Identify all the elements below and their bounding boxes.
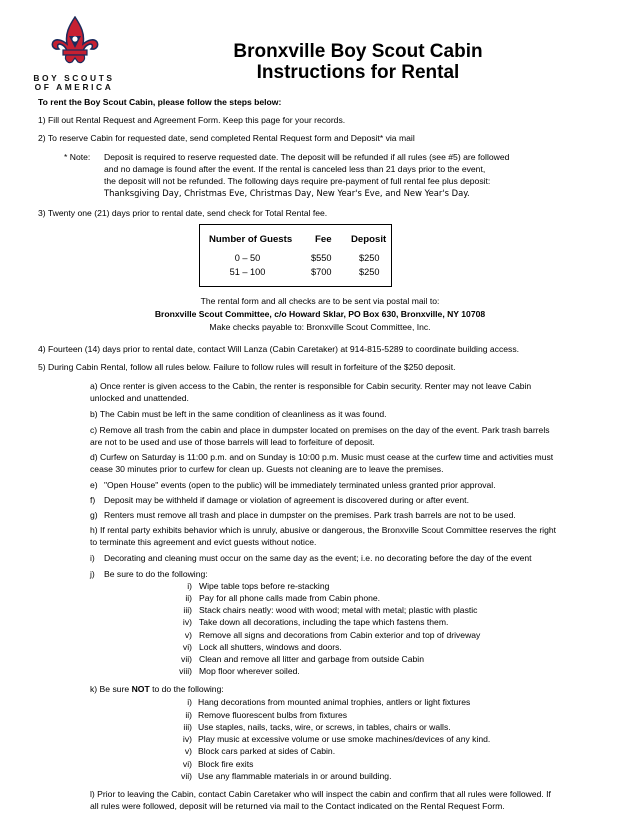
list-item: Mop floor wherever soiled.	[199, 666, 300, 676]
rule-a-line-1: a) Once renter is given access to the Cabin, the renter is responsible for Cabin security. Renter may not leave Cabin	[90, 381, 532, 391]
list-item: Lock all shutters, windows and doors.	[199, 642, 342, 652]
rule-j: Be sure to do the following:	[104, 569, 208, 579]
fee-row-1-deposit: $250	[359, 253, 380, 263]
rule-e: "Open House" events (open to the public) will be immediately terminated unless granted prior approval.	[104, 480, 496, 490]
rule-j-label: j)	[90, 569, 95, 579]
list-item-number: ii)	[185, 710, 192, 720]
fee-table	[199, 224, 392, 287]
rule-l-line-2: all rules were followed, deposit will be returned via mail to the Contact indicated on the Rental Request Form.	[90, 801, 505, 811]
list-item-number: viii)	[179, 666, 192, 676]
rule-i: Decorating and cleaning must occur on the same day as the event; i.e. no decorating before the day of the event	[104, 553, 532, 563]
note-line-4: Thanksgiving Day, Christmas Eve, Christmas Day, New Year's Eve, and New Year's Day.	[104, 188, 470, 198]
list-item: Remove fluorescent bulbs from fixtures	[198, 710, 348, 720]
list-item: Pay for all phone calls made from Cabin phone.	[199, 593, 381, 603]
rule-h-line-2: to terminate this agreement and evict guests without notice.	[90, 537, 317, 547]
mail-address: Bronxville Scout Committee, c/o Howard Sklar, PO Box 630, Bronxville, NY 10708	[154, 309, 486, 319]
rule-c-line-2: are not to be used and use of those barrels will lead to forfeiture of deposit.	[90, 437, 375, 447]
list-item-number: vi)	[182, 759, 192, 769]
intro-heading: To rent the Boy Scout Cabin, please follow the steps below:	[38, 97, 282, 107]
fee-row-2-guests: 51 – 100	[229, 267, 266, 277]
page-title: Bronxville Boy Scout Cabin	[233, 41, 483, 62]
list-item: Stack chairs neatly: wood with wood; metal with metal; plastic with plastic	[199, 605, 478, 615]
list-item-number: i)	[187, 581, 192, 591]
rule-k-post: to do the following:	[149, 684, 224, 694]
logo-line-2: OF AMERICA	[34, 82, 114, 92]
logo-line-1: BOY SCOUTS	[33, 73, 115, 83]
fee-header-fee: Fee	[315, 234, 332, 245]
step-4: 4) Fourteen (14) days prior to rental date, contact Will Lanza (Cabin Caretaker) at 914-815-5289 to coordinate building access.	[38, 344, 520, 354]
list-item-number: iv)	[182, 617, 192, 627]
list-item-number: vii)	[181, 654, 192, 664]
bsa-logo	[18, 16, 130, 96]
step-3: 3) Twenty one (21) days prior to rental date, send check for Total Rental fee.	[38, 208, 328, 218]
note-line-3: the deposit will not be refunded. The following days require pre-payment of full rental fee plus deposit:	[104, 176, 491, 186]
mail-payable: Make checks payable to: Bronxville Scout Committee, Inc.	[209, 322, 431, 332]
rule-l-line-1: l) Prior to leaving the Cabin, contact Cabin Caretaker who will inspect the cabin and confirm that all rules were followed. If	[90, 789, 551, 799]
list-item-number: vi)	[182, 642, 192, 652]
list-item: Block fire exits	[198, 759, 254, 769]
list-item: Wipe table tops before re-stacking	[199, 581, 330, 591]
step-2: 2) To reserve Cabin for requested date, send completed Rental Request form and Deposit* via mail	[38, 133, 415, 143]
rule-c-line-1: c) Remove all trash from the cabin and place in dumpster located on premises on the day of the event. Park trash barrels	[90, 425, 550, 435]
note-label: * Note:	[64, 152, 91, 162]
rule-k-not: NOT	[131, 684, 150, 694]
rule-b: b) The Cabin must be left in the same condition of cleanliness as it was found.	[90, 409, 387, 419]
rule-i-label: i)	[90, 553, 95, 563]
rule-g: Renters must remove all trash and place in dumpster on the premises. Park trash barrels are not to be used.	[104, 510, 516, 520]
fleur-de-lis-icon	[50, 16, 100, 68]
list-item: Block cars parked at sides of Cabin.	[198, 746, 336, 756]
list-item: Use staples, nails, tacks, wire, or screws, in tables, chairs or walls.	[198, 722, 451, 732]
rule-f-label: f)	[90, 495, 96, 505]
step-1: 1) Fill out Rental Request and Agreement Form. Keep this page for your records.	[38, 115, 346, 125]
fee-row-2-fee: $700	[311, 267, 332, 277]
fee-header-deposit: Deposit	[351, 234, 387, 245]
list-item-number: v)	[184, 746, 192, 756]
list-item-number: ii)	[185, 593, 192, 603]
rule-d-line-2: cease 30 minutes prior to curfew for clean up. Guests not cleaning are to leave the premises.	[90, 464, 444, 474]
list-item-number: i)	[187, 697, 192, 707]
rule-f: Deposit may be withheld if damage or violation of agreement is discovered during or after event.	[104, 495, 469, 505]
list-item-number: vii)	[181, 771, 192, 781]
step-5: 5) During Cabin Rental, follow all rules below. Failure to follow rules will result in forfeiture of the $250 deposit.	[38, 362, 456, 372]
rule-k-pre: k) Be sure	[90, 684, 132, 694]
list-item: Use any flammable materials in or around building.	[198, 771, 392, 781]
rule-k	[90, 684, 224, 695]
fee-row-1-fee: $550	[311, 253, 332, 263]
fee-header-guests: Number of Guests	[209, 234, 293, 245]
rule-d-line-1: d) Curfew on Saturday is 11:00 p.m. and on Sunday is 10:00 p.m. Music must cease at the curfew time and activities must	[90, 452, 554, 462]
list-item: Take down all decorations, including the tape which fastens them.	[199, 617, 449, 627]
rule-h-line-1: h) If rental party exhibits behavior which is unruly, abusive or dangerous, the Bronxville Scout Committee reserves the right	[90, 525, 557, 535]
list-item-number: iii)	[183, 722, 192, 732]
list-item-number: iii)	[183, 605, 192, 615]
list-item: Remove all signs and decorations from Cabin exterior and top of driveway	[199, 630, 481, 640]
list-item: Hang decorations from mounted animal trophies, antlers or light fixtures	[198, 697, 471, 707]
list-item: Play music at excessive volume or use smoke machines/devices of any kind.	[198, 734, 491, 744]
page-subtitle: Instructions for Rental	[256, 62, 460, 83]
fee-row-1-guests: 0 – 50	[234, 253, 261, 263]
list-item-number: iv)	[182, 734, 192, 744]
mail-line-1: The rental form and all checks are to be sent via postal mail to:	[200, 296, 440, 306]
rule-g-label: g)	[90, 510, 98, 520]
rule-e-label: e)	[90, 480, 98, 490]
note-line-2: and no damage is found after the event. If the rental is canceled less than 21 days prior to the event,	[104, 164, 486, 174]
note-line-1: Deposit is required to reserve requested date. The deposit will be refunded if all rules (see #5) are followed	[104, 152, 510, 162]
rule-a-line-2: unlocked and unattended.	[90, 393, 189, 403]
list-item-number: v)	[184, 630, 192, 640]
list-item: Clean and remove all litter and garbage from outside Cabin	[199, 654, 424, 664]
fee-row-2-deposit: $250	[359, 267, 380, 277]
